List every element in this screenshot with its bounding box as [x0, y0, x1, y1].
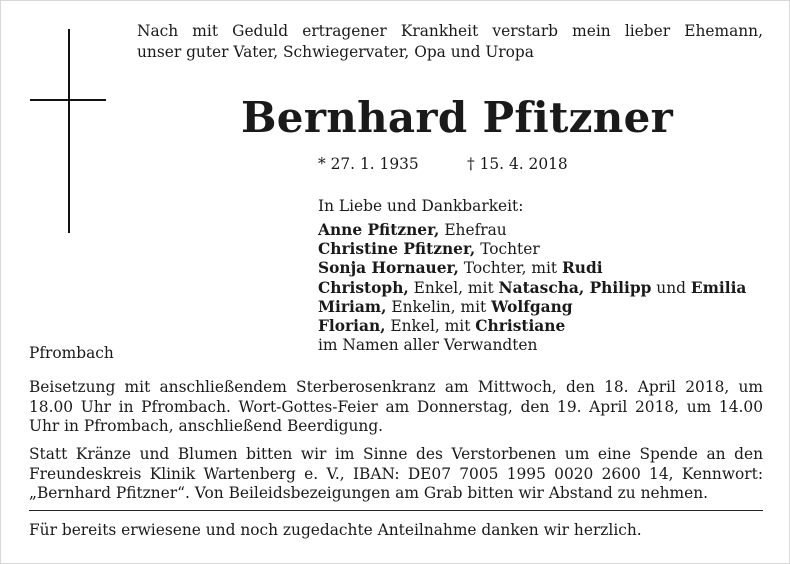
mourner-name: Rudi [561, 259, 603, 278]
mourner-name: Christoph, [318, 278, 409, 297]
mourner-line [318, 279, 746, 298]
birth-date: * 27. 1. 1935 [318, 155, 419, 173]
cross-icon-bar [30, 99, 106, 101]
mourner-name: Christine Pfitzner, [318, 240, 476, 259]
mourner-relation: Enkel, mit [408, 278, 499, 297]
mourner-name: Natascha, Philipp [498, 278, 652, 297]
mourner-relation: und [651, 278, 691, 297]
intro-line-1: Nach mit Geduld ertragener Krankheit verstarb mein lieber Ehemann, [137, 22, 763, 40]
intro-line-2: unser guter Vater, Schwiegervater, Opa und Uropa [137, 43, 534, 61]
mourner-relation: Tochter [475, 240, 540, 259]
mourners-heading: In Liebe und Dankbarkeit: [318, 197, 524, 215]
mourner-relation: Enkel, mit [385, 317, 476, 336]
death-date: † 15. 4. 2018 [467, 155, 568, 173]
mourner-line [318, 336, 746, 355]
mourner-line [318, 240, 746, 259]
mourner-name: Sonja Hornauer, [318, 259, 459, 278]
closing-thanks: Für bereits erwiesene und noch zugedachte Anteilnahme danken wir herzlich. [29, 521, 642, 539]
mourner-relation: Ehefrau [439, 221, 507, 239]
place-name: Pfrombach [29, 344, 114, 362]
cross-icon [68, 29, 70, 233]
mourner-line [318, 298, 746, 317]
mourner-relation: Enkelin, mit [386, 297, 492, 316]
mourner-relation: Tochter, mit [458, 259, 562, 278]
mourner-name: Christiane [475, 317, 566, 336]
intro-text [137, 21, 763, 63]
donation-request: Statt Kränze und Blumen bitten wir im Sinne des Verstorbenen um eine Spende an den Freundeskreis Klinik Wartenberg e. V., IBAN: DE07 7005 1995 0020 2600 14, Kennwort: „Bernhard Pfitzner“. Von Beileidsbezeigungen am Grab bitten wir Abstand zu nehmen. [29, 445, 763, 503]
mourner-line [318, 317, 746, 336]
mourner-line [318, 221, 746, 240]
mourner-relation: im Namen aller Verwandten [318, 336, 538, 355]
mourner-name: Florian, [318, 317, 386, 336]
divider [29, 510, 763, 511]
mourner-line [318, 259, 746, 278]
deceased-name: Bernhard Pfitzner [241, 93, 674, 142]
mourner-name: Anne Pfitzner, [318, 221, 440, 239]
mourner-name: Emilia [690, 278, 747, 297]
mourner-list [318, 221, 746, 355]
mourner-name: Miriam, [318, 297, 387, 316]
funeral-details: Beisetzung mit anschließendem Sterberosenkranz am Mittwoch, den 18. April 2018, um 18.00 Uhr in Pfrombach. Wort-Gottes-Feier am Donnerstag, den 19. April 2018, um 14.00 Uhr in Pfrombach, anschließend Beerdigung. [29, 378, 763, 436]
mourner-name: Wolfgang [491, 297, 573, 316]
